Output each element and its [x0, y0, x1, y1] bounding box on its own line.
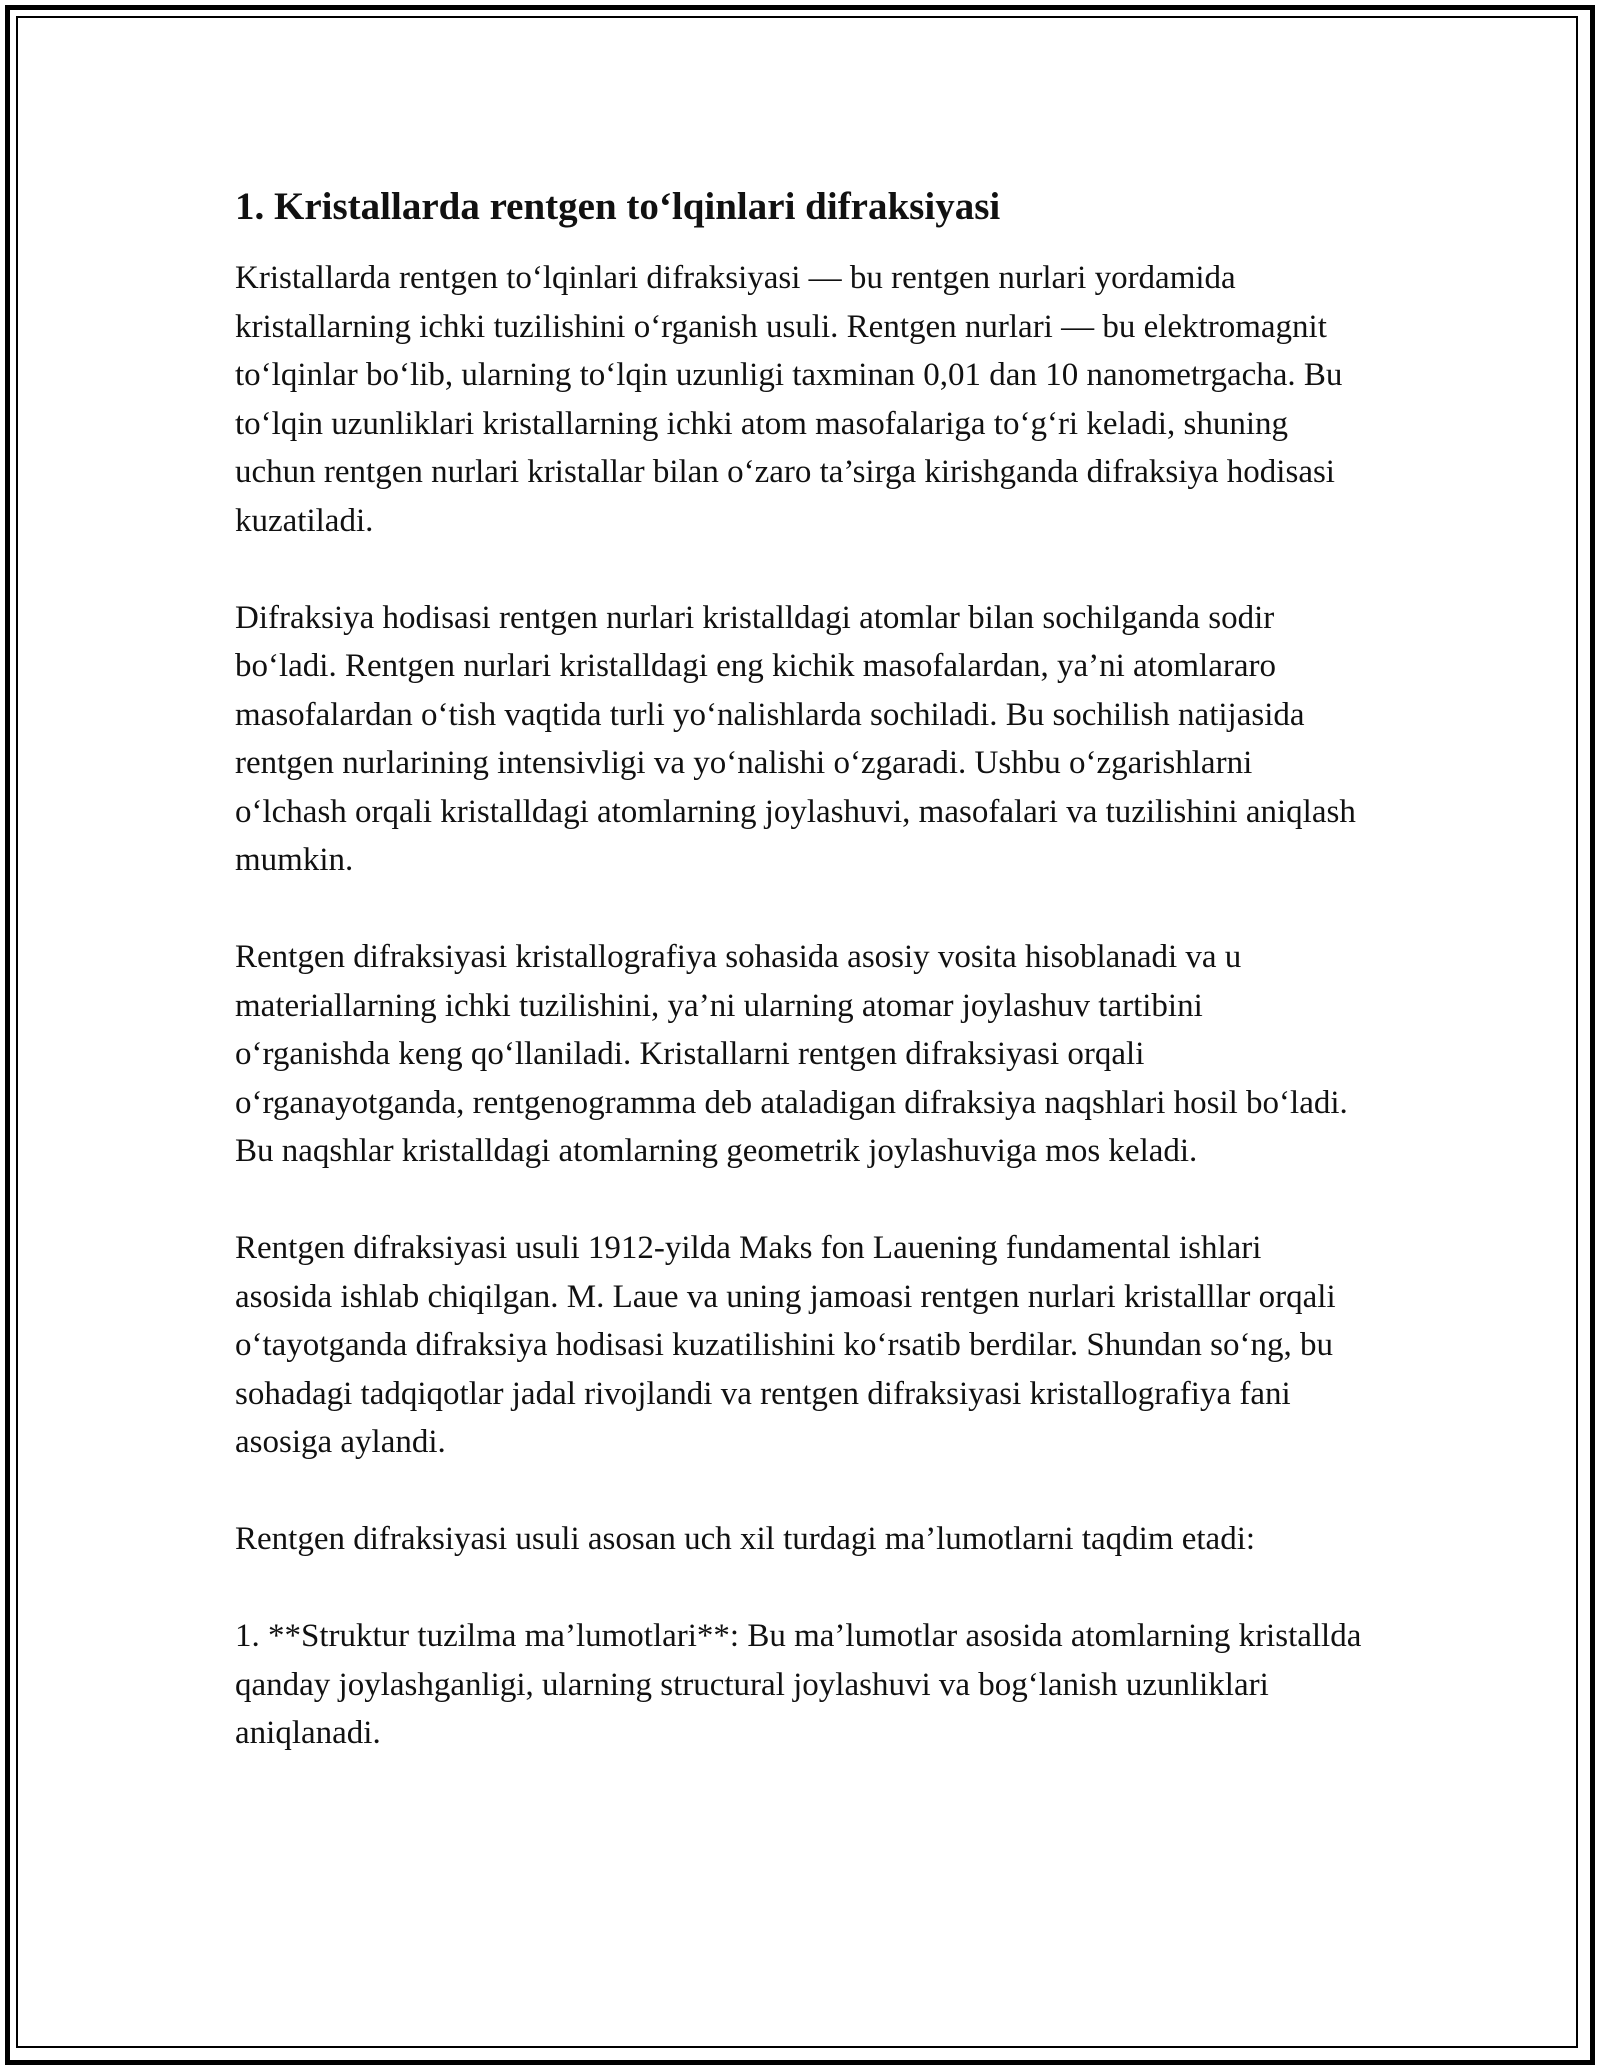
paragraph-3: Rentgen difraksiyasi kristallografiya sohasida asosiy vosita hisoblanadi va u materiallarning ichki tuzilishini, ya’ni ularning atomar joylashuv tartibini o‘rganishda keng qo‘llaniladi. Kristallarni rentgen difraksiyasi orqali o‘rganayotganda, rentgenogramma deb ataladigan difraksiya naqshlari hosil bo‘ladi. Bu naqshlar kristalldagi atomlarning geometrik joylashuviga mos keladi.: [235, 939, 1348, 1169]
paragraph-4: Rentgen difraksiyasi usuli 1912-yilda Maks fon Lauening fundamental ishlari asosida ishlab chiqilgan. M. Laue va uning jamoasi rentgen nurlari kristalllar orqali o‘tayotganda difraksiya hodisasi kuzatilishini ko‘rsatib berdilar. Shundan so‘ng, bu sohadagi tadqiqotlar jadal rivojlandi va rentgen difraksiyasi kristallografiya fani asosiga aylandi.: [235, 1230, 1336, 1460]
paragraph-5: Rentgen difraksiyasi usuli asosan uch xil turdagi ma’lumotlarni taqdim etadi:: [235, 1521, 1256, 1557]
list-item-1: 1. **Struktur tuzilma ma’lumotlari**: Bu ma’lumotlar asosida atomlarning kristallda qanday joylashganligi, ularning structural joylashuvi va bog‘lanish uzunliklari aniqlanadi.: [235, 1618, 1362, 1751]
paragraph-1: Kristallarda rentgen to‘lqinlari difraksiyasi — bu rentgen nurlari yordamida kristallarning ichki tuzilishini o‘rganish usuli. Rentgen nurlari — bu elektromagnit to‘lqinlar bo‘lib, ularning to‘lqin uzunligi taxminan 0,01 dan 10 nanometrgacha. Bu to‘lqin uzunliklari kristallarning ichki atom masofalariga to‘g‘ri keladi, shuning uchun rentgen nurlari kristallar bilan o‘zaro ta’sirga kirishganda difraksiya hodisasi kuzatiladi.: [235, 260, 1343, 539]
section-heading: 1. Kristallarda rentgen to‘lqinlari difraksiyasi: [235, 185, 1001, 228]
document-body: [235, 182, 1365, 1806]
paragraph-2: Difraksiya hodisasi rentgen nurlari kristalldagi atomlar bilan sochilganda sodir bo‘ladi. Rentgen nurlari kristalldagi eng kichik masofalardan, ya’ni atomlararo masofalardan o‘tish vaqtida turli yo‘nalishlarda sochiladi. Bu sochilish natijasida rentgen nurlarining intensivligi va yo‘nalishi o‘zgaradi. Ushbu o‘zgarishlarni o‘lchash orqali kristalldagi atomlarning joylashuvi, masofalari va tuzilishini aniqlash mumkin.: [235, 599, 1356, 878]
